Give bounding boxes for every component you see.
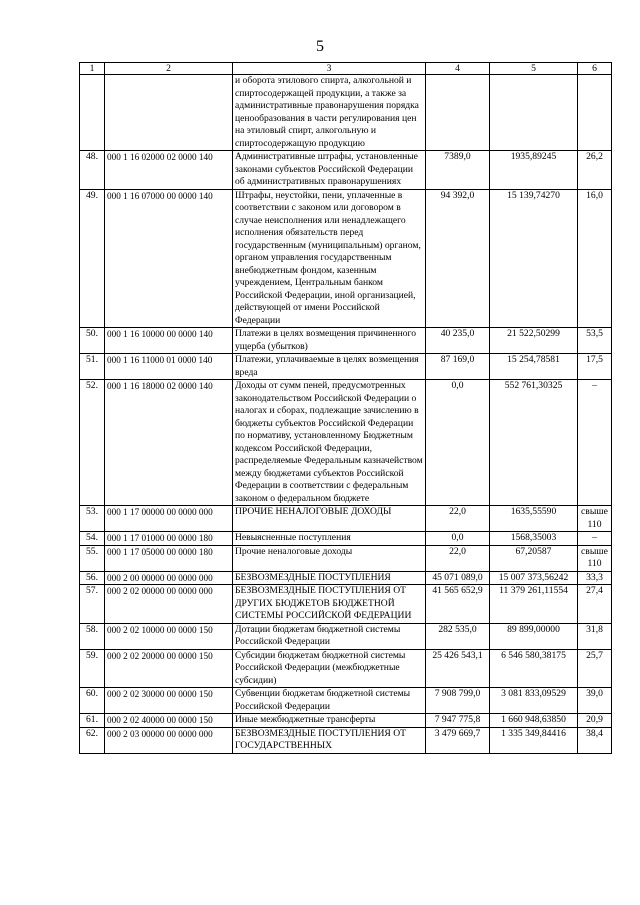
execution-percent-cell: 53,5 <box>578 328 612 354</box>
execution-percent-cell: 16,0 <box>578 189 612 328</box>
row-number-cell: 50. <box>80 328 105 354</box>
revenue-name-cell: БЕЗВОЗМЕЗДНЫЕ ПОСТУПЛЕНИЯ ОТ ГОСУДАРСТВЕННЫХ <box>233 727 426 753</box>
actual-amount-cell: 1 335 349,84416 <box>490 727 578 753</box>
budget-code-cell: 000 2 02 30000 00 0000 150 <box>105 688 233 714</box>
execution-percent-cell: 25,7 <box>578 649 612 688</box>
planned-amount-cell: 3 479 669,7 <box>426 727 490 753</box>
planned-amount-cell: 7 908 799,0 <box>426 688 490 714</box>
column-header: 2 <box>105 63 233 75</box>
planned-amount-cell: 0,0 <box>426 532 490 546</box>
planned-amount-cell: 94 392,0 <box>426 189 490 328</box>
budget-code-cell: 000 1 17 01000 00 0000 180 <box>105 532 233 546</box>
actual-amount-cell: 6 546 580,38175 <box>490 649 578 688</box>
budget-code-cell: 000 1 17 05000 00 0000 180 <box>105 545 233 571</box>
budget-code-cell: 000 1 16 07000 00 0000 140 <box>105 189 233 328</box>
budget-code-cell: 000 2 03 00000 00 0000 000 <box>105 727 233 753</box>
table-row <box>80 506 612 532</box>
table-row <box>80 714 612 728</box>
planned-amount-cell: 40 235,0 <box>426 328 490 354</box>
planned-amount-cell: 87 169,0 <box>426 354 490 380</box>
revenue-name-cell: Платежи, уплачиваемые в целях возмещения вреда <box>233 354 426 380</box>
table-body <box>80 75 612 754</box>
row-number-cell: 49. <box>80 189 105 328</box>
actual-amount-cell <box>490 75 578 151</box>
revenue-name-cell: Административные штрафы, установленные законами субъектов Российской Федерации об административных правонарушениях <box>233 151 426 190</box>
execution-percent-cell: 26,2 <box>578 151 612 190</box>
revenue-name-cell: и оборота этилового спирта, алкогольной и спиртосодержащей продукции, а также за административные правонарушения порядка ценообразования в части регулирования цен на этиловый спирт, алкогольную и спиртосодержащую продукцию <box>233 75 426 151</box>
row-number-cell: 51. <box>80 354 105 380</box>
planned-amount-cell: 7 947 775,8 <box>426 714 490 728</box>
row-number-cell: 55. <box>80 545 105 571</box>
actual-amount-cell: 3 081 833,09529 <box>490 688 578 714</box>
column-header: 4 <box>426 63 490 75</box>
execution-percent-cell: 17,5 <box>578 354 612 380</box>
actual-amount-cell: 15 254,78581 <box>490 354 578 380</box>
column-header: 3 <box>233 63 426 75</box>
table-row <box>80 585 612 624</box>
planned-amount-cell: 41 565 652,9 <box>426 585 490 624</box>
page-number: 5 <box>316 38 324 55</box>
revenue-name-cell: БЕЗВОЗМЕЗДНЫЕ ПОСТУПЛЕНИЯ ОТ ДРУГИХ БЮДЖЕТОВ БЮДЖЕТНОЙ СИСТЕМЫ РОССИЙСКОЙ ФЕДЕРАЦИИ <box>233 585 426 624</box>
table-row <box>80 532 612 546</box>
actual-amount-cell: 67,20587 <box>490 545 578 571</box>
table-header-row <box>80 63 612 75</box>
revenue-name-cell: Дотации бюджетам бюджетной системы Российской Федерации <box>233 623 426 649</box>
budget-code-cell: 000 2 02 00000 00 0000 000 <box>105 585 233 624</box>
revenue-name-cell: ПРОЧИЕ НЕНАЛОГОВЫЕ ДОХОДЫ <box>233 506 426 532</box>
row-number-cell: 57. <box>80 585 105 624</box>
planned-amount-cell: 22,0 <box>426 545 490 571</box>
budget-table <box>79 62 612 754</box>
execution-percent-cell: 33,3 <box>578 571 612 585</box>
row-number-cell: 58. <box>80 623 105 649</box>
revenue-name-cell: Субвенции бюджетам бюджетной системы Российской Федерации <box>233 688 426 714</box>
table-row <box>80 380 612 506</box>
table-row <box>80 688 612 714</box>
row-number-cell: 53. <box>80 506 105 532</box>
actual-amount-cell: 1935,89245 <box>490 151 578 190</box>
execution-percent-cell: 31,8 <box>578 623 612 649</box>
budget-code-cell: 000 1 16 02000 02 0000 140 <box>105 151 233 190</box>
revenue-name-cell: Невыясненные поступления <box>233 532 426 546</box>
table-row <box>80 545 612 571</box>
revenue-name-cell: Платежи в целях возмещения причиненного ущерба (убытков) <box>233 328 426 354</box>
execution-percent-cell: свыше 110 <box>578 545 612 571</box>
actual-amount-cell: 21 522,50299 <box>490 328 578 354</box>
actual-amount-cell: 11 379 261,11554 <box>490 585 578 624</box>
revenue-name-cell: БЕЗВОЗМЕЗДНЫЕ ПОСТУПЛЕНИЯ <box>233 571 426 585</box>
table-row <box>80 354 612 380</box>
column-header: 5 <box>490 63 578 75</box>
table-row <box>80 623 612 649</box>
row-number-cell: 52. <box>80 380 105 506</box>
table-row <box>80 571 612 585</box>
row-number-cell: 59. <box>80 649 105 688</box>
row-number-cell: 60. <box>80 688 105 714</box>
planned-amount-cell: 282 535,0 <box>426 623 490 649</box>
execution-percent-cell: свыше 110 <box>578 506 612 532</box>
actual-amount-cell: 15 139,74270 <box>490 189 578 328</box>
execution-percent-cell: – <box>578 532 612 546</box>
execution-percent-cell: 39,0 <box>578 688 612 714</box>
execution-percent-cell: 38,4 <box>578 727 612 753</box>
execution-percent-cell: 20,9 <box>578 714 612 728</box>
table-row <box>80 151 612 190</box>
row-number-cell: 54. <box>80 532 105 546</box>
budget-code-cell: 000 2 02 10000 00 0000 150 <box>105 623 233 649</box>
revenue-name-cell: Доходы от сумм пеней, предусмотренных законодательством Российской Федерации о налогах и сборах, подлежащие зачислению в бюджеты субъектов Российской Федерации по нормативу, установленному Бюджетным кодексом Российской Федерации, распределяемые Федеральным казначейством между бюджетами субъектов Российской Федерации в соответствии с федеральным законом о федеральном бюджете <box>233 380 426 506</box>
column-header: 6 <box>578 63 612 75</box>
revenue-name-cell: Субсидии бюджетам бюджетной системы Российской Федерации (межбюджетные субсидии) <box>233 649 426 688</box>
actual-amount-cell: 1635,55590 <box>490 506 578 532</box>
budget-code-cell: 000 2 02 40000 00 0000 150 <box>105 714 233 728</box>
table-row <box>80 189 612 328</box>
actual-amount-cell: 15 007 373,56242 <box>490 571 578 585</box>
execution-percent-cell: 27,4 <box>578 585 612 624</box>
table-row <box>80 727 612 753</box>
table-row <box>80 649 612 688</box>
column-header: 1 <box>80 63 105 75</box>
revenue-name-cell: Иные межбюджетные трансферты <box>233 714 426 728</box>
row-number-cell: 61. <box>80 714 105 728</box>
row-number-cell: 48. <box>80 151 105 190</box>
planned-amount-cell: 22,0 <box>426 506 490 532</box>
planned-amount-cell <box>426 75 490 151</box>
table-row <box>80 75 612 151</box>
row-number-cell <box>80 75 105 151</box>
budget-code-cell: 000 2 00 00000 00 0000 000 <box>105 571 233 585</box>
planned-amount-cell: 45 071 089,0 <box>426 571 490 585</box>
planned-amount-cell: 25 426 543,1 <box>426 649 490 688</box>
budget-code-cell <box>105 75 233 151</box>
budget-code-cell: 000 1 16 11000 01 0000 140 <box>105 354 233 380</box>
planned-amount-cell: 0,0 <box>426 380 490 506</box>
actual-amount-cell: 89 899,00000 <box>490 623 578 649</box>
execution-percent-cell <box>578 75 612 151</box>
budget-code-cell: 000 2 02 20000 00 0000 150 <box>105 649 233 688</box>
row-number-cell: 62. <box>80 727 105 753</box>
budget-code-cell: 000 1 16 10000 00 0000 140 <box>105 328 233 354</box>
budget-code-cell: 000 1 17 00000 00 0000 000 <box>105 506 233 532</box>
actual-amount-cell: 1568,35003 <box>490 532 578 546</box>
revenue-name-cell: Штрафы, неустойки, пени, уплаченные в соответствии с законом или договором в случае неисполнения или ненадлежащего исполнения обязательств перед государственным (муниципальным) органом, органом управления государственным внебюджетным фондом, казенным учреждением, Центральным банком Российской Федерации, иной организацией, действующей от имени Российской Федерации <box>233 189 426 328</box>
revenue-name-cell: Прочие неналоговые доходы <box>233 545 426 571</box>
row-number-cell: 56. <box>80 571 105 585</box>
execution-percent-cell: – <box>578 380 612 506</box>
planned-amount-cell: 7389,0 <box>426 151 490 190</box>
actual-amount-cell: 552 761,30325 <box>490 380 578 506</box>
table-row <box>80 328 612 354</box>
actual-amount-cell: 1 660 948,63850 <box>490 714 578 728</box>
budget-code-cell: 000 1 16 18000 02 0000 140 <box>105 380 233 506</box>
